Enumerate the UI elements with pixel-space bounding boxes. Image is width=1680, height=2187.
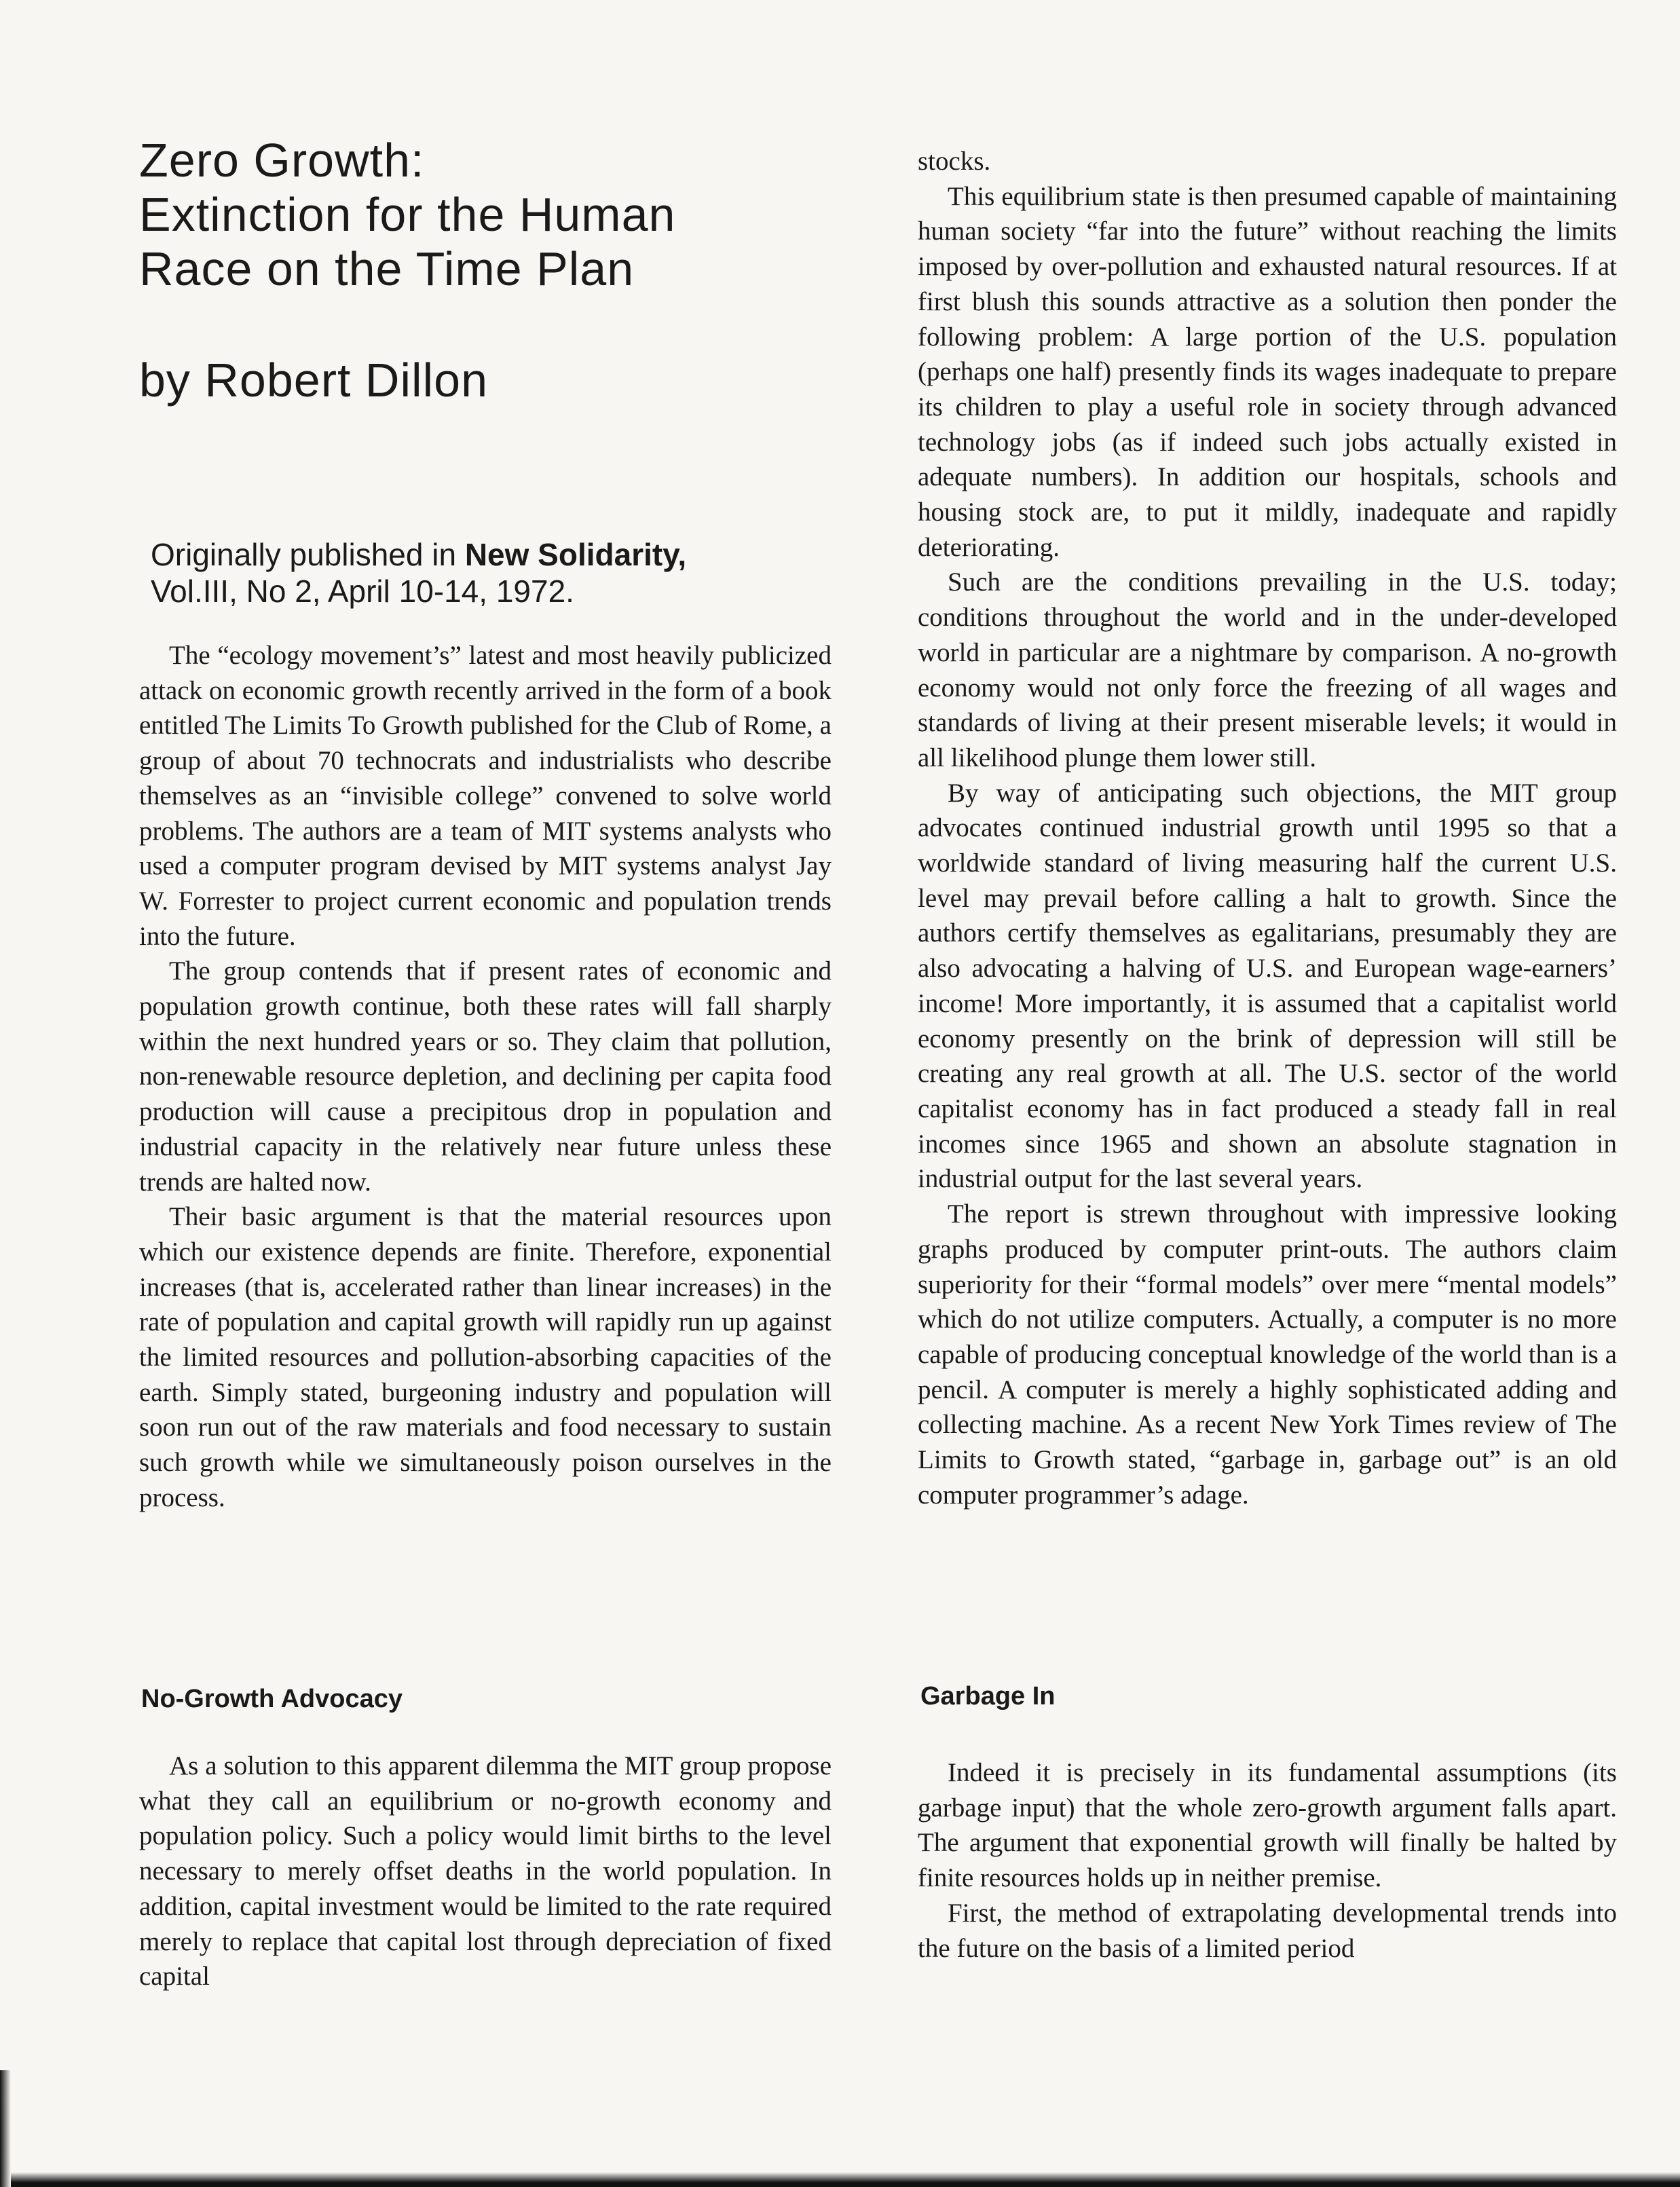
right-column-body-2 (918, 1755, 1617, 1966)
publication-details: Vol.III, No 2, April 10-14, 1972. (151, 574, 574, 609)
title-line-2: Extinction for the Human (139, 188, 676, 241)
publication-note (151, 536, 836, 610)
paragraph: The “ecology movement’s” latest and most heavily publicized attack on economic growth recently arrived in the form of a book entitled The Limits To Growth published for the Club of Rome, a group of about 70 technocrats and industrialists who describe themselves as an “invisible college” convened to solve world problems. The authors are a team of MIT systems analysts who used a computer program devised by MIT systems analyst Jay W. Forrester to project current economic and population trends into the future. (139, 641, 832, 951)
author-byline: by Robert Dillon (139, 354, 488, 407)
publication-prefix: Originally published in (151, 537, 457, 572)
title-line-1: Zero Growth: (139, 134, 425, 187)
paragraph: The report is strewn throughout with impressive looking graphs produced by computer print-outs. The authors claim superiority for their “formal models” over mere “mental models” which do not utilize computers. Actually, a computer is no more capable of producing conceptual knowledge of the world than is a pencil. A computer is merely a highly sophisticated adding and collecting machine. As a recent New York Times review of The Limits to Growth stated, “garbage in, garbage out” is an old computer programmer’s adage. (918, 1199, 1617, 1510)
paragraph: Indeed it is precisely in its fundamental assumptions (its garbage input) that the whole zero-growth argument falls apart. The argument that exponential growth will finally be halted by finite resources holds up in neither premise. (918, 1758, 1617, 1893)
left-column-body-2 (139, 1749, 832, 1994)
scan-border-left (0, 2070, 11, 2187)
subheading-garbage-in: Garbage In (920, 1682, 1056, 1711)
article-title (139, 133, 832, 296)
paragraph: First, the method of extrapolating developmental trends into the future on the basis of a limited period (918, 1898, 1617, 1963)
title-line-3: Race on the Time Plan (139, 242, 635, 295)
paragraph: stocks. (918, 147, 991, 176)
scan-border-bottom (0, 2172, 1680, 2187)
left-column-body (139, 638, 832, 1516)
paragraph: Their basic argument is that the material resources upon which our existence depends are finite. Therefore, exponential increases (that is, accelerated rather than linear increases) in the rate of population and capital growth will rapidly run up against the limited resources and pollution-absorbing capacities of the earth. Simply stated, burgeoning industry and population will soon run out of the raw materials and food necessary to sustain such growth while we simultaneously poison ourselves in the process. (139, 1202, 832, 1512)
publication-name: New Solidarity, (464, 537, 687, 572)
paragraph: As a solution to this apparent dilemma the MIT group propose what they call an equilibrium or no-growth economy and population policy. Such a policy would limit births to the level necessary to merely offset deaths in the world population. In addition, capital investment would be limited to the rate required merely to replace that capital lost through depreciation of fixed capital (139, 1751, 832, 1992)
paragraph: By way of anticipating such objections, the MIT group advocates continued industrial growth until 1995 so that a worldwide standard of living measuring half the current U.S. level may prevail before calling a halt to growth. Since the authors certify themselves as egalitarians, presumably they are also advocating a halving of U.S. and European wage-earners’ income! More importantly, it is assumed that a capitalist world economy presently on the brink of depression will still be creating any real growth at all. The U.S. sector of the world capitalist economy has in fact produced a steady fall in real incomes since 1965 and shown an absolute stagnation in industrial output for the last several years. (918, 778, 1617, 1194)
paragraph: The group contends that if present rates of economic and population growth continue, both these rates will fall sharply within the next hundred years or so. They claim that pollution, non-renewable resource depletion, and declining per capita food production will cause a precipitous drop in population and industrial capacity in the relatively near future unless these trends are halted now. (139, 956, 832, 1197)
right-column-body (918, 144, 1617, 1512)
paragraph: Such are the conditions prevailing in the U.S. today; conditions throughout the world and in the under-developed world in particular are a nightmare by comparison. A no-growth economy would not only force the freezing of all wages and standards of living at their present miserable levels; it would in all likelihood plunge them lower still. (918, 567, 1617, 772)
subheading-no-growth-advocacy: No-Growth Advocacy (141, 1685, 403, 1713)
paragraph: This equilibrium state is then presumed capable of maintaining human society “far into the future” without reaching the limits imposed by over-pollution and exhausted natural resources. If at first blush this sounds attractive as a solution then ponder the following problem: A large portion of the U.S. population (perhaps one half) presently finds its wages inadequate to prepare its children to play a useful role in society through advanced technology jobs (as if indeed such jobs actually existed in adequate numbers). In addition our hospitals, schools and housing stock are, to put it mildly, inadequate and rapidly deteriorating. (918, 181, 1617, 562)
